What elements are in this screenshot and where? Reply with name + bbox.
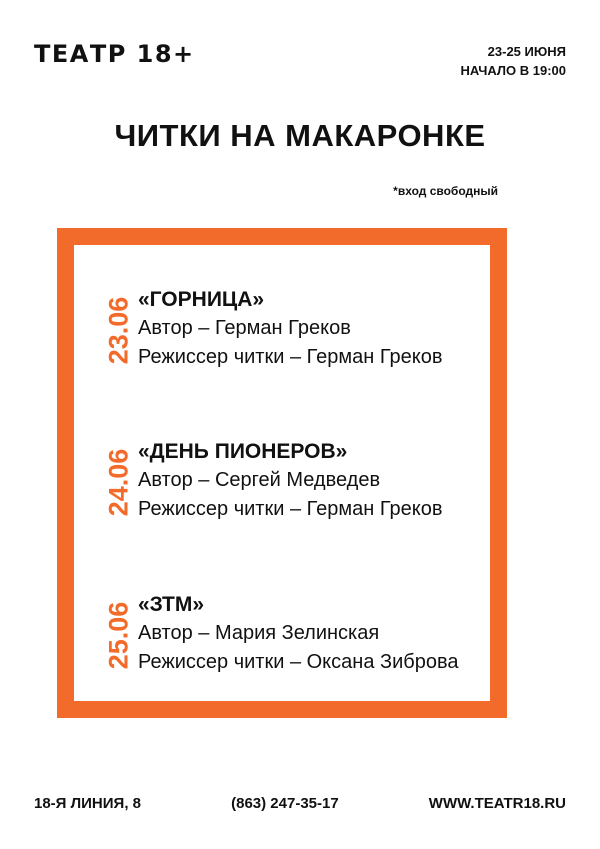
footer-contacts bbox=[34, 795, 566, 812]
event-author: Автор – Герман Греков bbox=[138, 317, 351, 339]
event-title: «ДЕНЬ ПИОНЕРОВ» bbox=[138, 440, 348, 463]
event-director: Режиссер читки – Герман Греков bbox=[138, 346, 443, 368]
event-date-range: 23-25 ИЮНЯ bbox=[487, 44, 566, 59]
event-date-label: 24.06 bbox=[103, 448, 134, 516]
event-director: Режиссер читки – Оксана Зиброва bbox=[138, 651, 459, 673]
event-details bbox=[138, 590, 490, 677]
footer-website: WWW.TEATR18.RU bbox=[428, 795, 566, 812]
page-title: ЧИТКИ НА МАКАРОНКЕ bbox=[114, 118, 486, 153]
event-date-label: 25.06 bbox=[103, 601, 134, 669]
event-author: Автор – Сергей Медведев bbox=[138, 469, 381, 491]
event-date bbox=[104, 285, 134, 375]
event-dates-info bbox=[460, 42, 566, 80]
event-details bbox=[138, 437, 490, 524]
footer-phone: (863) 247-35-17 bbox=[231, 795, 339, 812]
theatre-logo: ТЕАТР 18+ bbox=[34, 40, 195, 68]
footer-address: 18-Я ЛИНИЯ, 8 bbox=[34, 795, 142, 812]
event-details bbox=[138, 285, 490, 372]
event-date bbox=[104, 590, 134, 680]
event-date bbox=[104, 437, 134, 527]
event-start-time: НАЧАЛО В 19:00 bbox=[460, 63, 566, 78]
event-title: «ЗТМ» bbox=[138, 593, 205, 616]
program-frame bbox=[57, 228, 507, 718]
event-title: «ГОРНИЦА» bbox=[138, 288, 265, 311]
event-director: Режиссер читки – Герман Греков bbox=[138, 498, 443, 520]
event-item-1 bbox=[74, 285, 490, 375]
event-item-2 bbox=[74, 437, 490, 527]
event-author: Автор – Мария Зелинская bbox=[138, 622, 380, 644]
event-date-label: 23.06 bbox=[103, 296, 134, 364]
event-item-3 bbox=[74, 590, 490, 680]
free-entry-note: *вход свободный bbox=[393, 184, 498, 198]
